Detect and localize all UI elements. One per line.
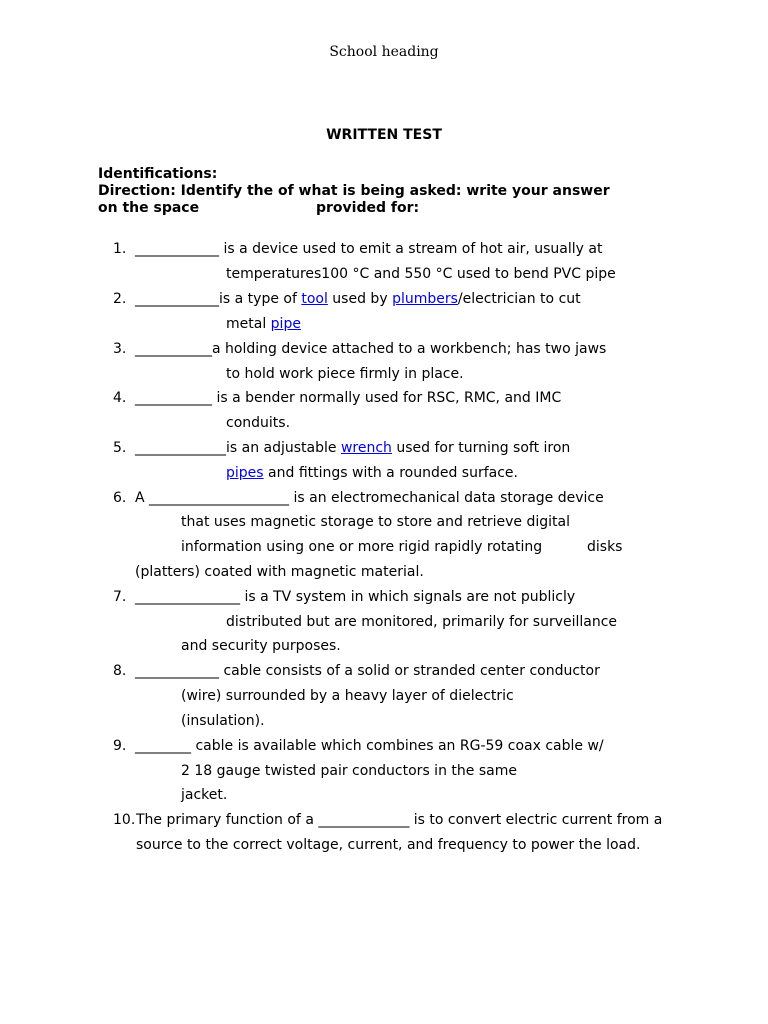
item-text: to hold work piece firmly in place. (226, 366, 464, 382)
item-text: ___________ is a bender normally used for RSC, RMC, and IMC (135, 390, 562, 406)
item-text: _____________is an adjustable wrench used for turning soft iron (135, 440, 571, 456)
item-text: pipes and fittings with a rounded surface. (226, 465, 518, 481)
direction-line-1: Direction: Identify the of what is being asked: write your answer (98, 183, 610, 199)
item-text: (insulation). (181, 713, 265, 729)
item-text: ___________a holding device attached to a workbench; has two jaws (135, 341, 607, 357)
item-text: jacket. (181, 787, 228, 803)
item-text: ____________is a type of tool used by plumbers/electrician to cut (135, 291, 581, 307)
test-title: WRITTEN TEST (326, 127, 442, 143)
item-text: _______________ is a TV system in which signals are not publicly (135, 589, 576, 605)
item-number: 4. (113, 390, 127, 406)
item-number: 7. (113, 589, 127, 605)
link-plumbers[interactable]: plumbers (392, 291, 458, 307)
item-text: temperatures100 °C and 550 °C used to bend PVC pipe (226, 266, 616, 282)
item-text: ________ cable is available which combines an RG-59 coax cable w/ (135, 738, 604, 754)
direction-line-2b: provided for: (316, 200, 420, 216)
item-text: A ____________________ is an electromechanical data storage device (135, 490, 604, 506)
link-wrench[interactable]: wrench (340, 440, 392, 456)
item-text: disks (587, 539, 623, 555)
item-text: conduits. (226, 415, 291, 431)
item-number: 3. (113, 341, 127, 357)
link-tool[interactable]: tool (301, 291, 328, 307)
item-text: ____________ cable consists of a solid or stranded center conductor (135, 663, 600, 679)
item-text: distributed but are monitored, primarily for surveillance (226, 614, 618, 630)
direction-line-2a: on the space (98, 200, 200, 216)
item-number: 8. (113, 663, 127, 679)
item-text: 2 18 gauge twisted pair conductors in the same (181, 763, 517, 779)
item-text: information using one or more rigid rapidly rotating (181, 539, 543, 555)
item-number: 10. (113, 812, 136, 828)
item-text: ____________ is a device used to emit a stream of hot air, usually at (135, 241, 603, 257)
item-text: metal pipe (226, 316, 301, 332)
link-pipes[interactable]: pipes (226, 465, 264, 481)
item-text: that uses magnetic storage to store and retrieve digital (181, 514, 570, 530)
item-number: 2. (113, 291, 127, 307)
item-text: and security purposes. (181, 638, 341, 654)
school-heading: School heading (329, 44, 439, 60)
item-text: source to the correct voltage, current, and frequency to power the load. (136, 837, 641, 853)
item-number: 9. (113, 738, 127, 754)
item-number: 6. (113, 490, 127, 506)
item-number: 5. (113, 440, 127, 456)
link-pipe[interactable]: pipe (270, 316, 301, 332)
item-text: (wire) surrounded by a heavy layer of dielectric (181, 688, 514, 704)
item-text: The primary function of a _____________ is to convert electric current from a (136, 812, 663, 828)
item-number: 1. (113, 241, 127, 257)
section-heading: Identifications: (98, 166, 218, 182)
item-text: (platters) coated with magnetic material. (135, 564, 424, 580)
